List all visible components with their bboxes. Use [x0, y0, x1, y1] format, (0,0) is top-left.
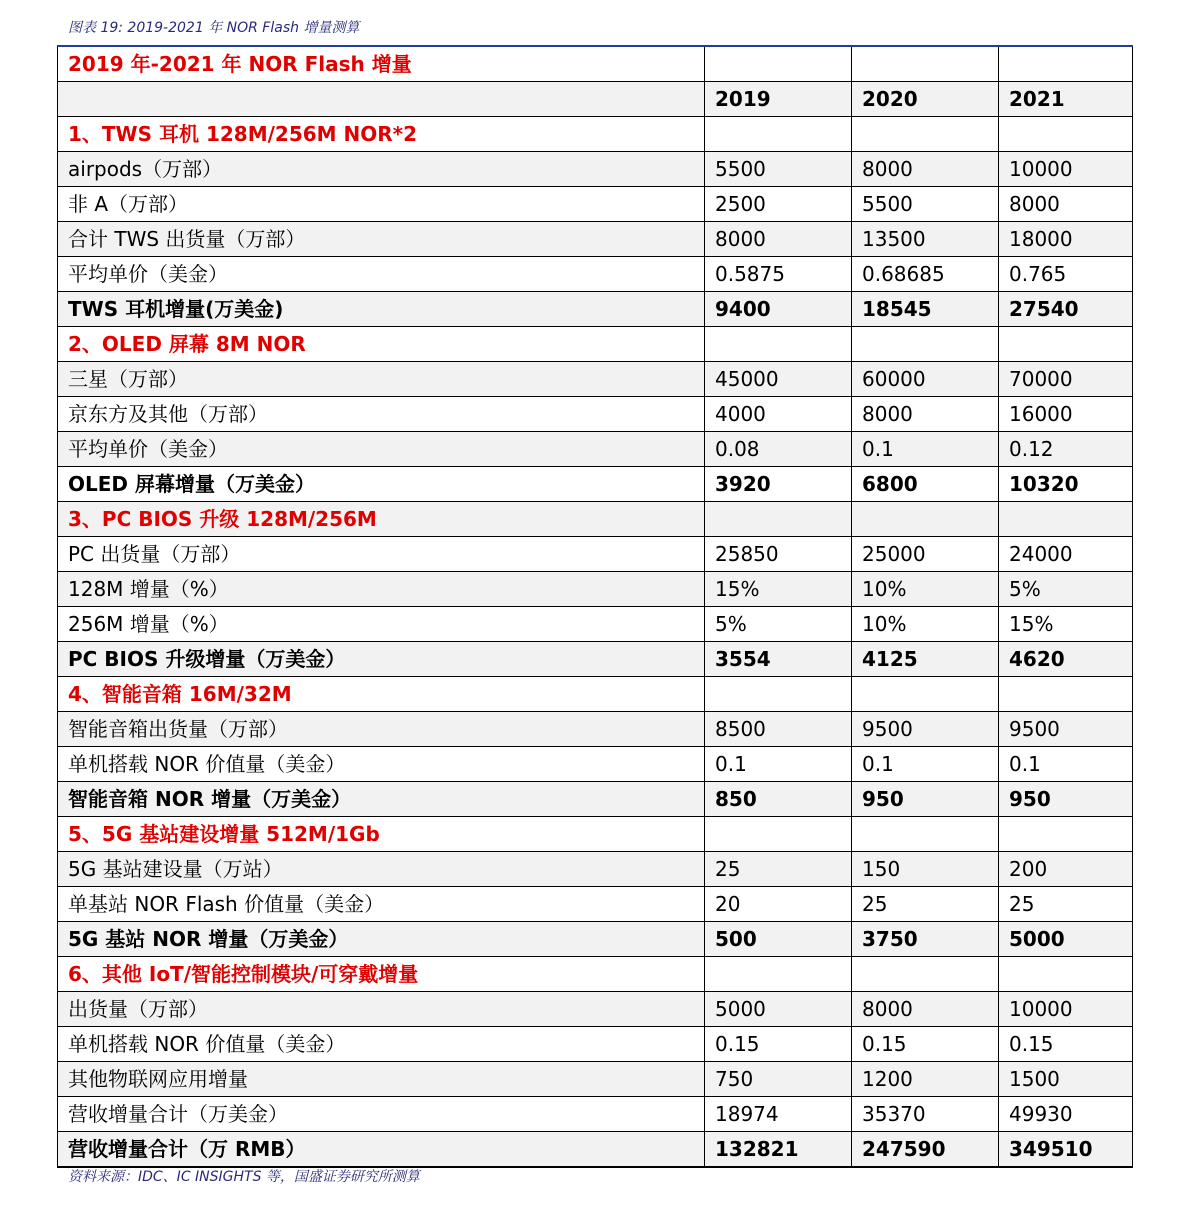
source-note: 资料来源：IDC、IC INSIGHTS 等，国盛证券研究所测算 [68, 1169, 420, 1185]
row-label: 非 A（万部） [58, 187, 705, 222]
row-label: 5G 基站 NOR 增量（万美金） [58, 922, 705, 957]
cell-2019: 0.08 [705, 432, 852, 467]
cell-2020: 3750 [852, 922, 999, 957]
row-label: 智能音箱 NOR 增量（万美金） [58, 782, 705, 817]
row-label: 京东方及其他（万部） [58, 397, 705, 432]
year-header: 2020 [852, 82, 999, 117]
table-row [58, 852, 1133, 887]
table-row [58, 572, 1133, 607]
cell-2020: 9500 [852, 712, 999, 747]
table-row [58, 257, 1133, 292]
cell-2021: 950 [999, 782, 1133, 817]
total-row [58, 922, 1133, 957]
cell-2021 [999, 117, 1133, 152]
section-header-row [58, 117, 1133, 152]
row-label: OLED 屏幕增量（万美金） [58, 467, 705, 502]
cell-2020 [852, 817, 999, 852]
total-row [58, 782, 1133, 817]
row-label: 128M 增量（%） [58, 572, 705, 607]
row-label: 营收增量合计（万 RMB） [58, 1132, 705, 1168]
cell-2020: 8000 [852, 152, 999, 187]
cell-2019 [705, 817, 852, 852]
year-header: 2021 [999, 82, 1133, 117]
table-row [58, 397, 1133, 432]
cell-2021: 200 [999, 852, 1133, 887]
cell-2021: 9500 [999, 712, 1133, 747]
cell-2021: 16000 [999, 397, 1133, 432]
cell-2019 [705, 502, 852, 537]
cell-2020: 10% [852, 607, 999, 642]
table-row [58, 222, 1133, 257]
row-label: 1、TWS 耳机 128M/256M NOR*2 [58, 117, 705, 152]
cell-2020: 25 [852, 887, 999, 922]
row-label: 单机搭载 NOR 价值量（美金） [58, 1027, 705, 1062]
cell-2021: 0.765 [999, 257, 1133, 292]
cell-2021: 1500 [999, 1062, 1133, 1097]
cell-2020: 0.15 [852, 1027, 999, 1062]
row-label: 平均单价（美金） [58, 257, 705, 292]
cell-2021: 4620 [999, 642, 1133, 677]
total-row [58, 467, 1133, 502]
cell-2021 [999, 957, 1133, 992]
cell-2021: 8000 [999, 187, 1133, 222]
table-row [58, 152, 1133, 187]
cell-2019: 0.1 [705, 747, 852, 782]
row-label: 智能音箱出货量（万部） [58, 712, 705, 747]
cell-2021: 0.1 [999, 747, 1133, 782]
total-row [58, 642, 1133, 677]
cell-2019: 15% [705, 572, 852, 607]
row-label: 平均单价（美金） [58, 432, 705, 467]
cell-2020: 1200 [852, 1062, 999, 1097]
cell-2020: 4125 [852, 642, 999, 677]
row-label: 出货量（万部） [58, 992, 705, 1027]
cell-2020: 0.68685 [852, 257, 999, 292]
cell-2019 [705, 327, 852, 362]
cell-2020: 25000 [852, 537, 999, 572]
cell-2020: 950 [852, 782, 999, 817]
total-row [58, 292, 1133, 327]
cell-2020: 18545 [852, 292, 999, 327]
cell-2019: 850 [705, 782, 852, 817]
cell-2019: 5000 [705, 992, 852, 1027]
cell-2021: 10000 [999, 992, 1133, 1027]
cell-2021: 10000 [999, 152, 1133, 187]
table-row [58, 1027, 1133, 1062]
section-header-row [58, 327, 1133, 362]
cell-2019 [705, 677, 852, 712]
table-row [58, 1062, 1133, 1097]
cell-2019: 5% [705, 607, 852, 642]
cell-2020 [852, 327, 999, 362]
cell-2020: 0.1 [852, 432, 999, 467]
cell-2021: 349510 [999, 1132, 1133, 1168]
cell-2019 [705, 957, 852, 992]
cell-2019: 18974 [705, 1097, 852, 1132]
cell-2020: 150 [852, 852, 999, 887]
table-row [58, 747, 1133, 782]
cell-2019: 2500 [705, 187, 852, 222]
cell-2019: 750 [705, 1062, 852, 1097]
cell-2021: 15% [999, 607, 1133, 642]
section-header-row [58, 817, 1133, 852]
cell-2021: 10320 [999, 467, 1133, 502]
cell-2019: 8500 [705, 712, 852, 747]
cell-2019: 132821 [705, 1132, 852, 1168]
cell-2020: 60000 [852, 362, 999, 397]
row-label: 256M 增量（%） [58, 607, 705, 642]
cell-2019: 5500 [705, 152, 852, 187]
cell-2019: 25 [705, 852, 852, 887]
table-row [58, 537, 1133, 572]
cell-2020: 6800 [852, 467, 999, 502]
cell-2021: 25 [999, 887, 1133, 922]
table-row [58, 432, 1133, 467]
table-row [58, 992, 1133, 1027]
row-label: 合计 TWS 出货量（万部） [58, 222, 705, 257]
cell-2019: 4000 [705, 397, 852, 432]
cell-2019: 25850 [705, 537, 852, 572]
row-label: 营收增量合计（万美金） [58, 1097, 705, 1132]
row-label: 其他物联网应用增量 [58, 1062, 705, 1097]
cell-2020 [852, 957, 999, 992]
table-row [58, 887, 1133, 922]
row-label: 3、PC BIOS 升级 128M/256M [58, 502, 705, 537]
row-label: PC 出货量（万部） [58, 537, 705, 572]
cell-2019: 500 [705, 922, 852, 957]
table-row [58, 187, 1133, 222]
cell-2021: 5000 [999, 922, 1133, 957]
table-row [58, 362, 1133, 397]
cell-2020: 0.1 [852, 747, 999, 782]
cell-2019: 9400 [705, 292, 852, 327]
row-label: 6、其他 IoT/智能控制模块/可穿戴增量 [58, 957, 705, 992]
cell-2021: 27540 [999, 292, 1133, 327]
table-row [58, 712, 1133, 747]
cell-2021 [999, 817, 1133, 852]
section-header-row [58, 502, 1133, 537]
row-label: TWS 耳机增量(万美金) [58, 292, 705, 327]
cell-2021: 70000 [999, 362, 1133, 397]
nor-flash-increment-table [57, 45, 1133, 1168]
row-label: 5G 基站建设量（万站） [58, 852, 705, 887]
cell-2021: 18000 [999, 222, 1133, 257]
row-label: airpods（万部） [58, 152, 705, 187]
cell-2019: 3554 [705, 642, 852, 677]
cell-2021: 5% [999, 572, 1133, 607]
cell-2021: 49930 [999, 1097, 1133, 1132]
cell-2019: 0.15 [705, 1027, 852, 1062]
cell-2019: 3920 [705, 467, 852, 502]
row-label: 单机搭载 NOR 价值量（美金） [58, 747, 705, 782]
cell-2020 [852, 502, 999, 537]
cell-2021 [999, 677, 1133, 712]
cell-2019: 45000 [705, 362, 852, 397]
cell-2021 [999, 502, 1133, 537]
section-header-row [58, 957, 1133, 992]
cell-2021: 0.12 [999, 432, 1133, 467]
cell-2020: 8000 [852, 992, 999, 1027]
year-header: 2019 [705, 82, 852, 117]
row-label: 4、智能音箱 16M/32M [58, 677, 705, 712]
cell-2019: 8000 [705, 222, 852, 257]
table-row [58, 1097, 1133, 1132]
cell-2021: 0.15 [999, 1027, 1133, 1062]
table-row [58, 607, 1133, 642]
total-row [58, 1132, 1133, 1168]
year-header-row [58, 82, 1133, 117]
cell-2021: 24000 [999, 537, 1133, 572]
figure-caption: 图表 19: 2019-2021 年 NOR Flash 增量测算 [68, 20, 360, 36]
row-label: 三星（万部） [58, 362, 705, 397]
cell-2020: 5500 [852, 187, 999, 222]
section-header-row [58, 677, 1133, 712]
table-title-row [58, 46, 1133, 82]
row-label: 2、OLED 屏幕 8M NOR [58, 327, 705, 362]
cell-2020 [852, 117, 999, 152]
cell-2020: 8000 [852, 397, 999, 432]
cell-2021 [999, 327, 1133, 362]
row-label: 单基站 NOR Flash 价值量（美金） [58, 887, 705, 922]
row-label: 5、5G 基站建设增量 512M/1Gb [58, 817, 705, 852]
cell-2020: 247590 [852, 1132, 999, 1168]
row-label: PC BIOS 升级增量（万美金） [58, 642, 705, 677]
cell-2019: 0.5875 [705, 257, 852, 292]
cell-2020: 10% [852, 572, 999, 607]
table-title: 2019 年-2021 年 NOR Flash 增量 [58, 46, 705, 82]
cell-2019: 20 [705, 887, 852, 922]
cell-2020 [852, 677, 999, 712]
cell-2020: 35370 [852, 1097, 999, 1132]
cell-2020: 13500 [852, 222, 999, 257]
cell-2019 [705, 117, 852, 152]
